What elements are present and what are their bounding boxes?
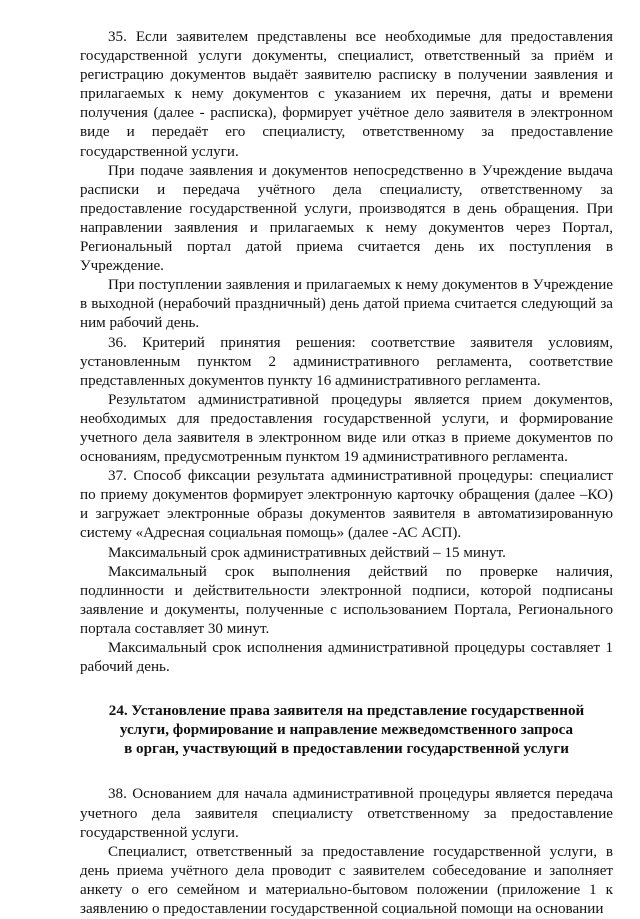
heading-line: в орган, участвующий в предоставлении государственной услуги: [124, 741, 569, 758]
heading-line: 24. Установление права заявителя на представление государственной: [108, 703, 585, 720]
paragraph-result: Результатом административной процедуры является прием документов, необходимых для предоставления государственной услуги, и формирование учетного дела заявителя в электронном виде или отказ в приеме документов по основаниям, предусмотренным пунктом 19 административного регламента.: [80, 391, 613, 466]
paragraph-max-time-30: Максимальный срок выполнения действий по проверке наличия, подлинности и действительности электронной подписи, которой подписаны заявление и документы, полученные с использованием Портала, Регионального портала составляет 30 минут.: [80, 563, 613, 637]
paragraph-37: 37. Способ фиксации результата административной процедуры: специалист по приему документов формирует электронную карточку обращения (далее –КО) и загружает электронные образы документов заявителя в автоматизированную систему «Адресная социальная помощь» (далее -АС АСП).: [80, 468, 613, 542]
heading-line: услуги, формирование и направление межведомственного запроса: [119, 722, 574, 739]
paragraph-35: 35. Если заявителем представлены все необходимые для предоставления государственной услуги документы, специалист, ответственный за приём и регистрацию документов выдаёт заявителю расписку в получении заявления и прилагаемых к нему документов с указанием их перечня, даты и времени получения (далее - расписка), формирует учётное дело заявителя в электронном виде и передаёт его специалисту, ответственному за предоставление государственной услуги.: [80, 29, 613, 160]
paragraph-weekend-receipt: При поступлении заявления и прилагаемых к нему документов в Учреждение в выходной (нерабочий праздничный) день датой приема считается следующий за ним рабочий день.: [80, 277, 613, 332]
paragraph-specialist-interview: Специалист, ответственный за предоставление государственной услуги, в день приема учётного дела проводит с заявителем собеседование и заполняет анкету о его семейном и материально-бытовом положении (приложение 1 к заявлению о предоставлении государственной социальной помощи на основании: [80, 843, 613, 918]
paragraph-max-time-day: Максимальный срок исполнения административной процедуры составляет 1 рабочий день.: [80, 640, 613, 676]
paragraph-submission-direct: При подаче заявления и документов непосредственно в Учреждение выдача расписки и передача учётного дела специалисту, ответственному за предоставление государственной услуги, производятся в день обращения. При направлении заявления и прилагаемых к нему документов через Портал, Региональный портал датой приема считается день их поступления в Учреждение.: [80, 162, 613, 275]
section-heading-24: [80, 702, 613, 759]
paragraph-max-time-15: Максимальный срок административных действий – 15 минут.: [108, 544, 506, 561]
paragraph-36: 36. Критерий принятия решения: соответствие заявителя условиям, установленным пунктом 2 административного регламента, соответствие представленных документов пункту 16 административного регламента.: [80, 334, 613, 389]
document-page: [80, 28, 613, 919]
paragraph-38: 38. Основанием для начала административной процедуры является передача учетного дела заявителя специалисту ответственному за предоставление государственной услуги.: [80, 786, 613, 841]
